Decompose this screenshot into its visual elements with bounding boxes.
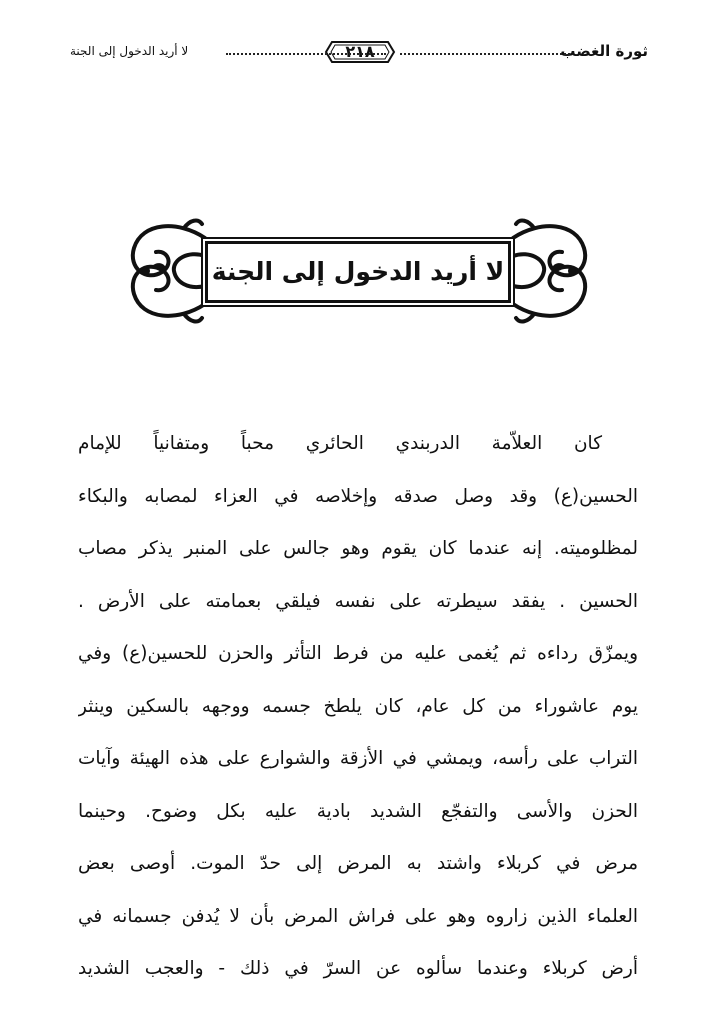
body-line: يوم عاشوراء من كل عام، كان يلطخ جسمه ووجهه بالسكين وينثر xyxy=(78,695,638,717)
body-line: لمظلوميته. إنه عندما كان يقوم وهو جالس على المنبر يذكر مصاب xyxy=(78,538,638,559)
chapter-title-box xyxy=(205,241,511,303)
header-dotted-leader-left xyxy=(226,53,386,55)
body-line: الحسين(ع) وقد وصل صدقه وإخلاصه في العزاء لمصابه والبكاء xyxy=(78,485,638,507)
body-line: العلماء الذين زاروه وهو على فراش المرض بأن لا يُدفن جسمانه في xyxy=(78,905,638,927)
body-line: مرض في كربلاء واشتد به المرض إلى حدّ الموت. أوصى بعض xyxy=(78,853,638,874)
chapter-title: لا أريد الدخول إلى الجنة xyxy=(211,257,505,286)
running-header xyxy=(70,38,648,68)
running-chapter-title: لا أريد الدخول إلى الجنة xyxy=(70,44,189,58)
chapter-title-ornament xyxy=(128,216,590,326)
body-line: التراب على رأسه، ويمشي في الأزقة والشوارع على هذه الهيئة وآيات xyxy=(78,748,638,769)
body-line: كان العلاّمة الدربندي الحائري محباً ومتفانياً للإمام xyxy=(78,433,602,454)
body-line: الحسين . يفقد سيطرته على نفسه فيلقي بعمامته على الأرض . xyxy=(78,590,638,612)
header-dotted-leader-right xyxy=(400,53,570,55)
body-line: الحزن والأسى والتفجّع الشديد بادية عليه بكل وضوح. وحينما xyxy=(78,800,638,822)
body-line: أرض كربلاء وعندما سألوه عن السرّ في ذلك - والعجب الشديد xyxy=(78,958,638,979)
body-text xyxy=(78,418,638,996)
page-number: ٢١٨ xyxy=(345,42,375,61)
book-title: ثورة الغضب xyxy=(560,42,648,60)
body-line: ويمزّق رداءه ثم يُغمى عليه من فرط التأثر والحزن للحسين(ع) وفي xyxy=(78,643,638,664)
page-number-badge xyxy=(324,40,396,64)
